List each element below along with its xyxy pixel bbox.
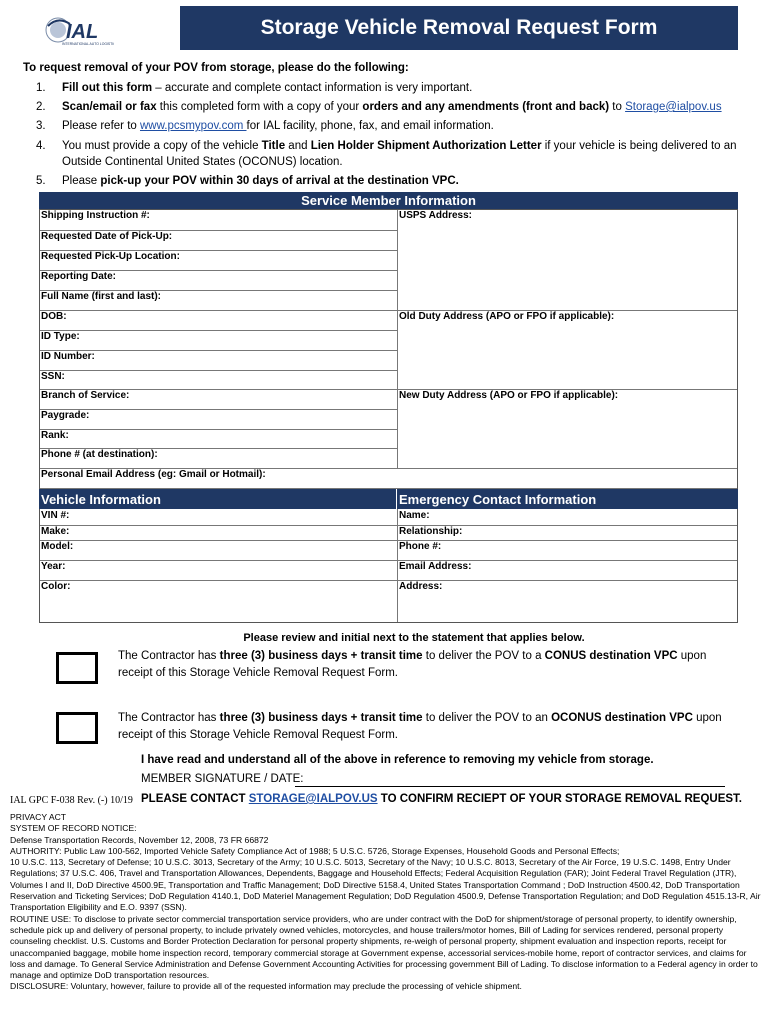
ial-logo xyxy=(44,12,114,52)
acknowledgement: I have read and understand all of the above in reference to removing my vehicle from storage. xyxy=(141,754,654,766)
privacy-disclosure: DISCLOSURE: Voluntary, however, failure to provide all of the requested information may preclude the processing of vehicle shipment. xyxy=(10,981,522,992)
field-requested-date[interactable]: Requested Date of Pick-Up: xyxy=(40,231,397,251)
emergency-heading: Emergency Contact Information xyxy=(397,489,738,509)
field-ec-phone[interactable]: Phone #: xyxy=(398,541,737,561)
privacy-title: PRIVACY ACT xyxy=(10,812,67,822)
privacy-routine-use: ROUTINE USE: To disclose to private sector commercial transportation service providers, who are under contract with the DoD for shipment/storage of personal property, to identify ownership, schedule pick up and delivery of personal property, to include privately owned vehicles, motorcycles, and house trailers/motor homes, Bill of Lading for services rendered, personal property counseling checklist. U.S. Customs and Border Protection Declaration for personal property shipments, re-weigh of personal property, shipment evaluation and inspection reports, receipt for unaccompanied baggage, mobile home inspection record, temporary commercial storage at Government expense, accessorial services-mobile home, report of contractor services, and claims for loss and damage. To General Service Administration and Defense Government Accounting Activities for processing government Bill of Lading. To disclose information to a Federal agency in order to manage and optimize DoD transportation resources. xyxy=(10,913,758,981)
field-id-number[interactable]: ID Number: xyxy=(40,351,397,371)
field-dob[interactable]: DOB: xyxy=(40,311,397,331)
privacy-authority: AUTHORITY: Public Law 100-562, Imported Vehicle Safety Compliance Act of 1988; 5 U.S.C. 5726, Storage Expenses, Household Goods and Personal Effects; xyxy=(10,845,620,856)
field-branch[interactable]: Branch of Service: xyxy=(40,390,397,410)
form-title: Storage Vehicle Removal Request Form xyxy=(180,6,738,50)
review-instruction: Please review and initial next to the statement that applies below. xyxy=(243,632,585,644)
privacy-authority-cont: 10 U.S.C. 113, Secretary of Defense; 10 U.S.C. 3013, Secretary of the Army; 10 U.S.C. 5013, Secretary of the Navy; 10 U.S.C. 8013, Secretary of the Air Force, 19 U.S.C. 1498, Entry Under Regulations; 37 U.S.C. 406, Travel and Transportation Allowances, Dependents, Baggage and Household Effects; Federal Acquisition Regulation (FAR); Joint Federal Travel Regulation (JTR), Volumes I and II, DoD Directive 4500.9E, Transportation and Traffic Management; DoD Directive 5158.4, United States Transportation Command ; DoD Instruction 4500.42, DoD Transportation Reservation and Ticketing Services; DoD Regulation 4140.1, DoD Materiel Management Regulation; DoD Regulation 4500.9, Defense Transportation Regulation; and DoD Regulation 4515.13-R, Air Transportation Eligibility and E.O. 9397 (SSN). xyxy=(10,857,761,913)
oconus-initial-box[interactable] xyxy=(56,712,98,744)
field-make[interactable]: Make: xyxy=(40,526,397,541)
field-personal-email[interactable]: Personal Email Address (eg: Gmail or Hotmail): xyxy=(40,469,737,489)
pcsmypov-link[interactable]: www.pcsmypov.com xyxy=(139,120,247,132)
field-ec-name[interactable]: Name: xyxy=(398,510,737,526)
field-shipping-instruction[interactable]: Shipping Instruction #: xyxy=(40,210,397,231)
field-old-duty-address[interactable]: Old Duty Address (APO or FPO if applicable): xyxy=(398,311,737,390)
form-grid xyxy=(39,209,738,623)
field-color[interactable]: Color: xyxy=(41,581,71,592)
field-full-name[interactable]: Full Name (first and last): xyxy=(40,291,397,311)
field-rank[interactable]: Rank: xyxy=(40,430,397,449)
field-new-duty-address[interactable]: New Duty Address (APO or FPO if applicable): xyxy=(398,390,737,469)
form-number: IAL GPC F-038 Rev. (-) 10/19 xyxy=(10,795,133,806)
service-member-heading: Service Member Information xyxy=(39,192,738,209)
field-ec-address[interactable]: Address: xyxy=(399,581,443,592)
field-ssn[interactable]: SSN: xyxy=(40,371,397,390)
field-model[interactable]: Model: xyxy=(40,541,397,561)
privacy-sorn: SYSTEM OF RECORD NOTICE: xyxy=(10,823,137,834)
privacy-act xyxy=(10,812,764,993)
signature-label: MEMBER SIGNATURE / DATE: xyxy=(141,773,304,785)
signature-line[interactable] xyxy=(295,786,725,787)
vehicle-heading: Vehicle Information xyxy=(39,489,396,509)
privacy-records: Defense Transportation Records, November 12, 2008, 73 FR 66872 xyxy=(10,834,269,845)
field-pickup-location[interactable]: Requested Pick-Up Location: xyxy=(40,251,397,271)
field-phone[interactable]: Phone # (at destination): xyxy=(40,449,397,469)
field-id-type[interactable]: ID Type: xyxy=(40,331,397,351)
oconus-statement: The Contractor has three (3) business days + transit time to deliver the POV to an OCONUS destination VPC upon receipt of this Storage Vehicle Removal Request Form. xyxy=(118,712,722,741)
field-ec-relationship[interactable]: Relationship: xyxy=(398,526,737,541)
confirm-email-link[interactable]: STORAGE@IALPOV.US xyxy=(248,793,378,805)
field-usps-address[interactable]: USPS Address: xyxy=(398,210,737,311)
storage-email-link[interactable]: Storage@ialpov.us xyxy=(625,101,722,113)
conus-initial-box[interactable] xyxy=(56,652,98,684)
field-year[interactable]: Year: xyxy=(40,561,397,581)
field-reporting-date[interactable]: Reporting Date: xyxy=(40,271,397,291)
logo-subtext: INTERNATIONAL AUTO LOGISTICS xyxy=(62,42,114,46)
conus-statement: The Contractor has three (3) business days + transit time to deliver the POV to a CONUS destination VPC upon receipt of this Storage Vehicle Removal Request Form. xyxy=(118,650,707,679)
logo-text: IAL xyxy=(66,21,99,43)
item-number: 1. xyxy=(36,82,46,94)
field-ec-email[interactable]: Email Address: xyxy=(398,561,737,581)
instructions-intro: To request removal of your POV from storage, please do the following: xyxy=(23,62,409,74)
contact-note: PLEASE CONTACT STORAGE@IALPOV.US TO CONFIRM RECIEPT OF YOUR STORAGE REMOVAL REQUEST. xyxy=(141,793,742,805)
field-vin[interactable]: VIN #: xyxy=(40,510,397,526)
field-paygrade[interactable]: Paygrade: xyxy=(40,410,397,430)
